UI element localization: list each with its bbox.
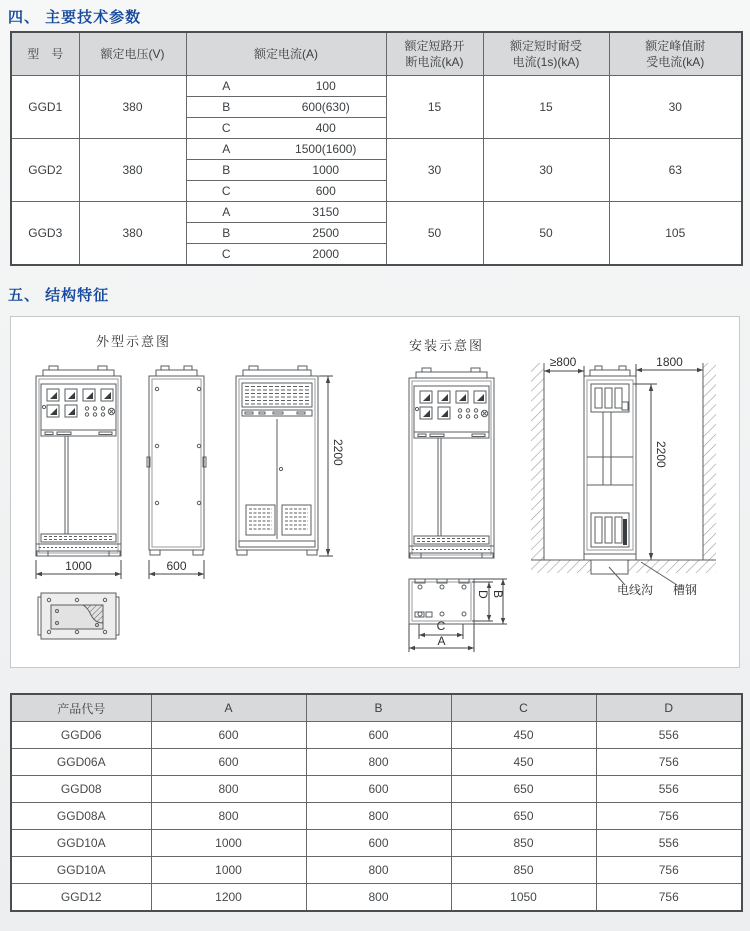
size-cell: 850 bbox=[451, 857, 596, 884]
size-cell: 850 bbox=[451, 830, 596, 857]
model-cell: GGD1 bbox=[11, 76, 79, 139]
breaking-cell: 50 bbox=[386, 202, 483, 266]
section4-heading: 四、 主要技术参数 bbox=[8, 9, 142, 26]
table-row bbox=[11, 884, 742, 912]
outline-rear-view bbox=[236, 366, 318, 555]
current-value-cell: 1000 bbox=[266, 160, 386, 181]
voltage-cell: 380 bbox=[79, 76, 186, 139]
table-row bbox=[11, 803, 742, 830]
current-letter-cell: C bbox=[186, 181, 266, 202]
size-cell: 600 bbox=[306, 830, 451, 857]
dim-rear-aisle: 1800 bbox=[656, 355, 683, 369]
install-side-view bbox=[531, 363, 716, 585]
table-row bbox=[11, 76, 742, 97]
install-diagram-label: 安装示意图 bbox=[409, 338, 485, 353]
current-letter-cell: A bbox=[186, 139, 266, 160]
size-cell: 556 bbox=[596, 722, 742, 749]
size-cell: 756 bbox=[596, 803, 742, 830]
size-table-header bbox=[11, 694, 742, 722]
product-code-cell: GGD12 bbox=[11, 884, 151, 912]
size-cell: 556 bbox=[596, 830, 742, 857]
table-row bbox=[11, 776, 742, 803]
main-parameters-table bbox=[10, 31, 743, 266]
peak-cell: 30 bbox=[609, 76, 742, 139]
col-header-product-code: 产品代号 bbox=[11, 694, 151, 722]
withstand-cell: 50 bbox=[483, 202, 609, 266]
channel-steel-label: 槽钢 bbox=[673, 583, 698, 597]
size-cell: 600 bbox=[306, 776, 451, 803]
dim-label-d: D bbox=[476, 590, 490, 599]
size-cell: 450 bbox=[451, 722, 596, 749]
size-cell: 600 bbox=[151, 722, 306, 749]
cabinet-drawings bbox=[11, 317, 739, 667]
table-row bbox=[11, 139, 742, 160]
dim-label-b: B bbox=[491, 590, 505, 599]
table-row bbox=[11, 857, 742, 884]
table-row bbox=[11, 830, 742, 857]
section5-heading: 五、 结构特征 bbox=[8, 287, 110, 304]
parameters-table-header bbox=[11, 32, 742, 76]
size-cell: 1200 bbox=[151, 884, 306, 912]
product-code-cell: GGD06 bbox=[11, 722, 151, 749]
size-cell: 1000 bbox=[151, 830, 306, 857]
current-value-cell: 2000 bbox=[266, 244, 386, 266]
size-cell: 650 bbox=[451, 803, 596, 830]
dim-front-width: 1000 bbox=[65, 559, 92, 573]
product-code-cell: GGD06A bbox=[11, 749, 151, 776]
product-code-cell: GGD08 bbox=[11, 776, 151, 803]
model-cell: GGD2 bbox=[11, 139, 79, 202]
size-cell: 756 bbox=[596, 857, 742, 884]
size-cell: 600 bbox=[306, 722, 451, 749]
current-value-cell: 100 bbox=[266, 76, 386, 97]
product-code-cell: GGD10A bbox=[11, 857, 151, 884]
outline-diagram-label: 外型示意图 bbox=[96, 334, 172, 349]
size-cell: 800 bbox=[151, 803, 306, 830]
dim-label-a: A bbox=[437, 634, 446, 648]
size-cell: 450 bbox=[451, 749, 596, 776]
current-letter-cell: C bbox=[186, 244, 266, 266]
current-value-cell: 2500 bbox=[266, 223, 386, 244]
current-value-cell: 3150 bbox=[266, 202, 386, 223]
dim-cabinet-height: 2200 bbox=[331, 439, 345, 466]
size-cell: 800 bbox=[306, 884, 451, 912]
col-header-withstand-current: 额定短时耐受 电流(1s)(kA) bbox=[483, 32, 609, 76]
current-value-cell: 600 bbox=[266, 181, 386, 202]
gland-plate-drawing bbox=[38, 593, 119, 639]
current-letter-cell: A bbox=[186, 202, 266, 223]
peak-cell: 105 bbox=[609, 202, 742, 266]
withstand-cell: 15 bbox=[483, 76, 609, 139]
table-row bbox=[11, 722, 742, 749]
table-row bbox=[11, 749, 742, 776]
size-cell: 650 bbox=[451, 776, 596, 803]
size-cell: 600 bbox=[151, 749, 306, 776]
peak-cell: 63 bbox=[609, 139, 742, 202]
install-front-view bbox=[409, 368, 494, 558]
size-cell: 800 bbox=[306, 749, 451, 776]
size-cell: 1000 bbox=[151, 857, 306, 884]
current-letter-cell: C bbox=[186, 118, 266, 139]
breaking-cell: 15 bbox=[386, 76, 483, 139]
table-row bbox=[11, 202, 742, 223]
col-header-current: 额定电流(A) bbox=[186, 32, 386, 76]
dim-label-c: C bbox=[436, 619, 446, 633]
product-size-table bbox=[10, 693, 743, 912]
col-header-c: C bbox=[451, 694, 596, 722]
size-cell: 800 bbox=[306, 857, 451, 884]
current-value-cell: 400 bbox=[266, 118, 386, 139]
size-cell: 800 bbox=[306, 803, 451, 830]
col-header-voltage: 额定电压(V) bbox=[79, 32, 186, 76]
outline-side-view bbox=[147, 366, 206, 555]
current-value-cell: 1500(1600) bbox=[266, 139, 386, 160]
product-code-cell: GGD10A bbox=[11, 830, 151, 857]
voltage-cell: 380 bbox=[79, 139, 186, 202]
size-cell: 756 bbox=[596, 749, 742, 776]
current-value-cell: 600(630) bbox=[266, 97, 386, 118]
outline-front-view bbox=[36, 366, 121, 556]
current-letter-cell: B bbox=[186, 97, 266, 118]
withstand-cell: 30 bbox=[483, 139, 609, 202]
col-header-a: A bbox=[151, 694, 306, 722]
structure-diagram-panel bbox=[10, 316, 740, 668]
col-header-peak-current: 额定峰值耐 受电流(kA) bbox=[609, 32, 742, 76]
voltage-cell: 380 bbox=[79, 202, 186, 266]
col-header-model: 型 号 bbox=[11, 32, 79, 76]
size-cell: 756 bbox=[596, 884, 742, 912]
col-header-b: B bbox=[306, 694, 451, 722]
dim-side-depth: 600 bbox=[166, 559, 187, 573]
dim-install-height: 2200 bbox=[654, 441, 668, 468]
model-cell: GGD3 bbox=[11, 202, 79, 266]
current-letter-cell: B bbox=[186, 160, 266, 181]
current-letter-cell: B bbox=[186, 223, 266, 244]
size-cell: 1050 bbox=[451, 884, 596, 912]
breaking-cell: 30 bbox=[386, 139, 483, 202]
product-code-cell: GGD08A bbox=[11, 803, 151, 830]
col-header-d: D bbox=[596, 694, 742, 722]
current-letter-cell: A bbox=[186, 76, 266, 97]
trench-label: 电线沟 bbox=[617, 583, 654, 597]
dim-wall-clearance: ≥800 bbox=[549, 355, 577, 369]
size-cell: 800 bbox=[151, 776, 306, 803]
col-header-breaking-current: 额定短路开 断电流(kA) bbox=[386, 32, 483, 76]
size-cell: 556 bbox=[596, 776, 742, 803]
